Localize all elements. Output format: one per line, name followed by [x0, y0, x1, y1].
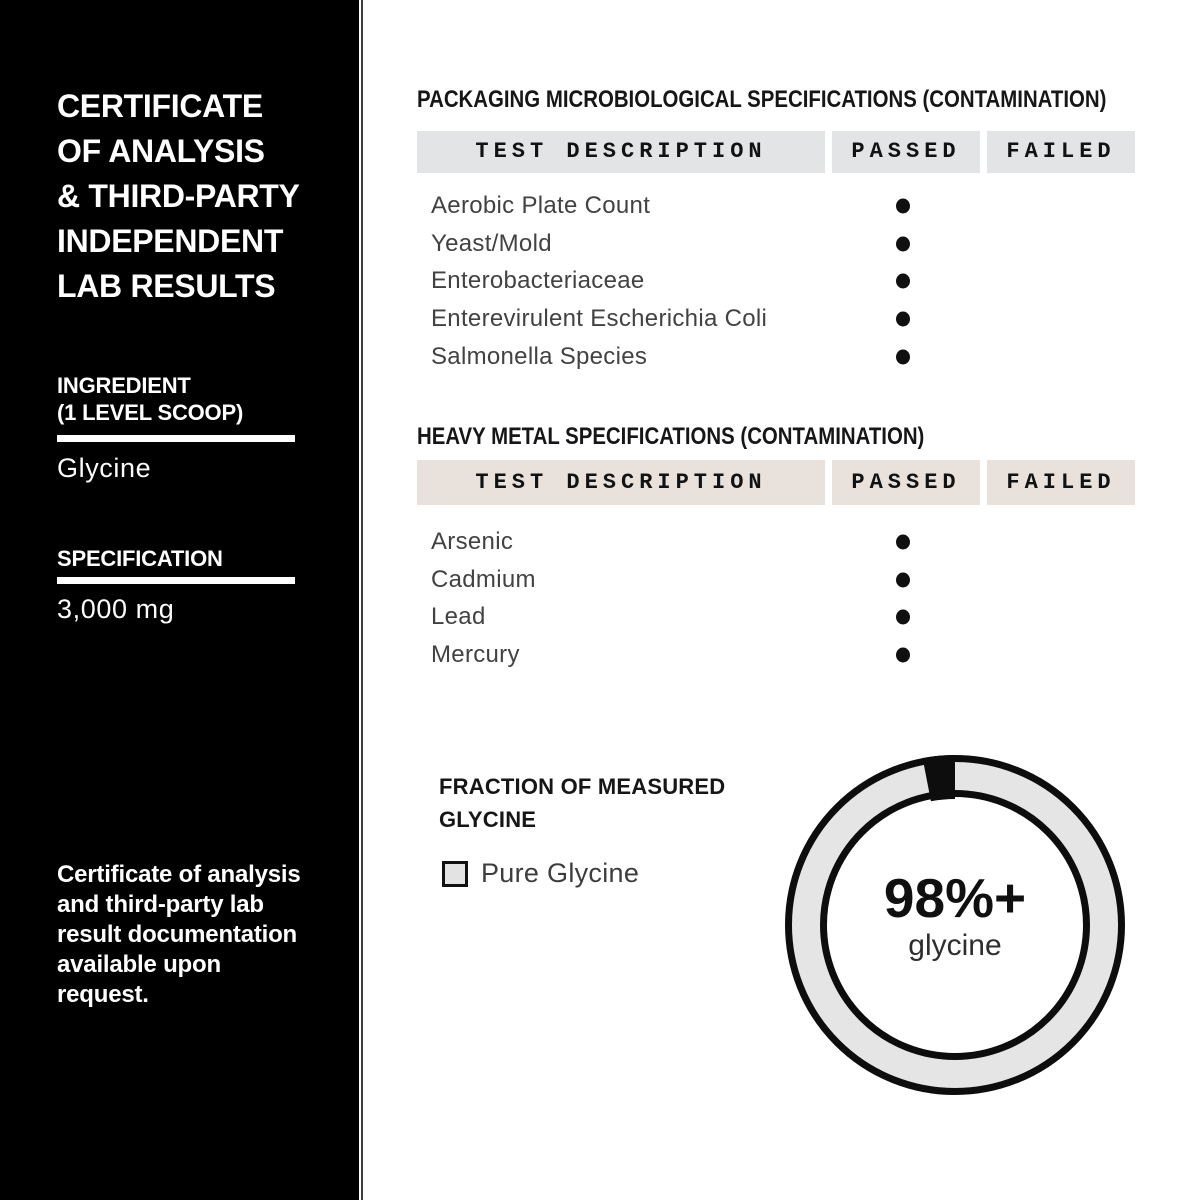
- text-line: request.: [57, 981, 149, 1008]
- metal-table-rows: [417, 523, 1135, 674]
- text-line: (1 LEVEL SCOOP): [57, 400, 244, 425]
- test-description: Aerobic Plate Count: [431, 191, 651, 219]
- test-description: Enterobacteriaceae: [431, 267, 645, 295]
- text-line: result documentation: [57, 921, 298, 948]
- table-row: [417, 225, 1135, 263]
- legend-swatch-icon: [442, 861, 468, 887]
- passed-dot: [896, 610, 910, 625]
- sidebar-separator: [361, 0, 363, 1200]
- text-line: INDEPENDENT: [57, 223, 284, 259]
- text-line: Certificate of analysis: [57, 861, 301, 888]
- passed-dot: [896, 198, 910, 213]
- text-line: and third-party lab: [57, 891, 264, 918]
- table-row: [417, 187, 1135, 225]
- table-row: [417, 561, 1135, 599]
- legend-label: Pure Glycine: [481, 858, 640, 888]
- passed-dot: [896, 572, 910, 587]
- passed-dot: [896, 534, 910, 549]
- column-header-failed: FAILED: [987, 460, 1135, 505]
- test-description: Cadmium: [431, 565, 536, 593]
- column-header-failed: FAILED: [987, 131, 1135, 173]
- sidebar: [0, 0, 359, 1200]
- column-header-test-description: TEST DESCRIPTION: [417, 460, 825, 505]
- text-line: OF ANALYSIS: [57, 133, 265, 169]
- specification-value: 3,000 mg: [57, 594, 175, 624]
- column-header-passed: PASSED: [832, 131, 980, 173]
- test-description: Lead: [431, 603, 486, 631]
- table-row: [417, 523, 1135, 561]
- table-row: [417, 300, 1135, 338]
- text-line: CERTIFICATE: [57, 88, 263, 124]
- text-line: GLYCINE: [439, 807, 537, 832]
- passed-dot: [896, 311, 910, 326]
- specification-label: SPECIFICATION: [57, 546, 223, 571]
- donut-center-text: [785, 867, 1125, 963]
- test-description: Enterevirulent Escherichia Coli: [431, 304, 768, 332]
- availability-note: [57, 860, 301, 1010]
- column-header-test-description: TEST DESCRIPTION: [417, 131, 825, 173]
- ingredient-value: Glycine: [57, 453, 152, 483]
- micro-table-title: PACKAGING MICROBIOLOGICAL SPECIFICATIONS (CONTAMINATION): [417, 86, 1107, 113]
- passed-dot: [896, 274, 910, 289]
- divider-bar: [57, 577, 295, 584]
- metal-table-title: HEAVY METAL SPECIFICATIONS (CONTAMINATION): [417, 423, 925, 450]
- table-row: [417, 338, 1135, 376]
- passed-dot: [896, 236, 910, 251]
- page-title: [57, 84, 300, 309]
- donut-center-value: 98%+: [883, 867, 1027, 929]
- test-description: Yeast/Mold: [431, 229, 552, 257]
- table-row: [417, 598, 1135, 636]
- text-line: LAB RESULTS: [57, 268, 276, 304]
- text-line: available upon: [57, 951, 221, 978]
- text-line: FRACTION OF MEASURED: [439, 774, 726, 799]
- column-header-passed: PASSED: [832, 460, 980, 505]
- ingredient-label: [57, 372, 243, 426]
- passed-dot: [896, 647, 910, 662]
- test-description: Arsenic: [431, 527, 514, 555]
- donut-center-label: glycine: [908, 929, 1002, 962]
- table-row: [417, 636, 1135, 674]
- micro-table-rows: [417, 187, 1135, 375]
- text-line: INGREDIENT: [57, 373, 191, 398]
- text-line: & THIRD-PARTY: [57, 178, 300, 214]
- chart-title: [439, 770, 725, 836]
- table-row: [417, 262, 1135, 300]
- test-description: Salmonella Species: [431, 342, 648, 370]
- passed-dot: [896, 349, 910, 364]
- divider-bar: [57, 435, 295, 442]
- chart-legend: [442, 858, 639, 889]
- test-description: Mercury: [431, 640, 520, 668]
